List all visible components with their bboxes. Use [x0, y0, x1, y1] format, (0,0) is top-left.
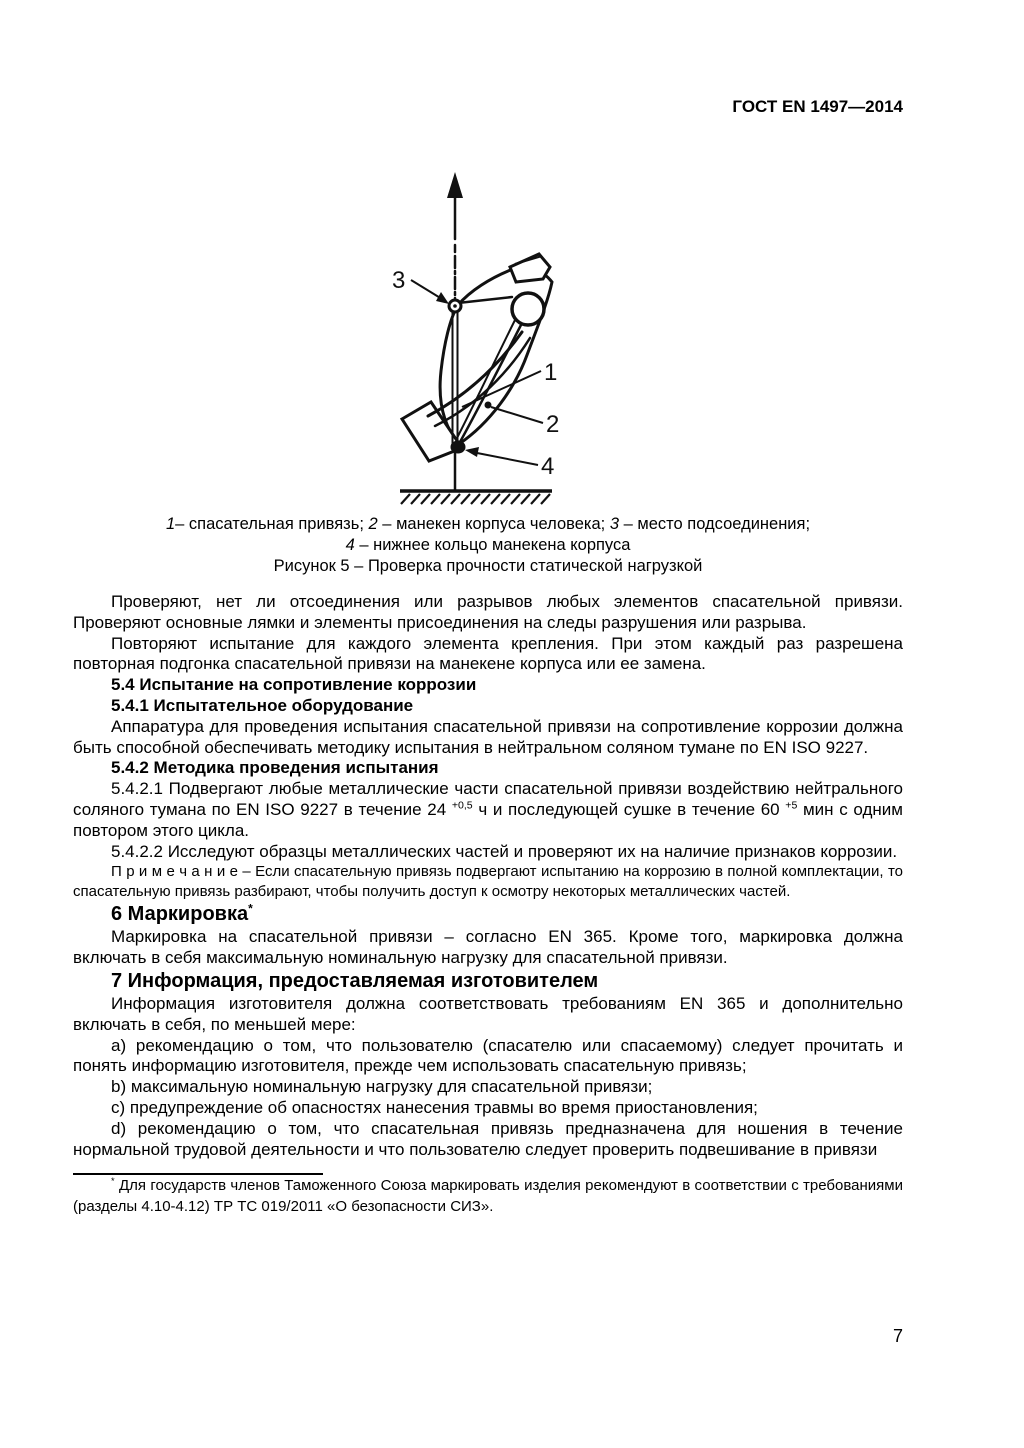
heading-5-4-1: 5.4.1 Испытательное оборудование: [111, 695, 414, 715]
doc-number: ГОСТ EN 1497—2014: [732, 97, 903, 116]
tolerance-sup-2: +5: [785, 799, 798, 812]
heading-5-4-2: 5.4.2 Методика проведения испытания: [111, 758, 439, 778]
caption-text-1: – спасательная привязь;: [175, 515, 369, 533]
paragraph-5-4-2-1-text-c: мин с одним повтором этого цикла.: [73, 799, 903, 840]
list-item-a: [73, 1036, 903, 1078]
heading-7-manufacturer-info: 7 Информация, предоставляемая изготовителем: [111, 969, 599, 992]
figure-caption: [53, 514, 923, 576]
paragraph-5-4-2-2: 5.4.2.2 Исследуют образцы металлических частей и проверяют их на наличие признаков коррозии.: [111, 841, 898, 861]
fig-label-1: 1: [544, 359, 558, 386]
list-item-c-text: предупреждение об опасностях нанесения травмы во время приостановления;: [125, 1097, 758, 1117]
list-item-d-text: рекомендацию о том, что спасательная привязь предназначена для ношения в течение нормальной трудовой деятельности и что пользователю следует проверить подвешивание в привязи: [73, 1118, 903, 1159]
document-body: [73, 592, 903, 1217]
caption-num-1: 1: [165, 515, 176, 533]
list-item-b-text: максимальную номинальную нагрузку для спасательной привязи;: [126, 1077, 653, 1097]
heading-6-text: 6 Маркировка: [111, 903, 249, 926]
list-item-a-text: рекомендацию о том, что пользователю (спасателю или спасаемому) следует прочитать и понять информацию изготовителя, прежде чем использовать спасательную привязь;: [73, 1035, 903, 1076]
caption-text-3: – место подсоединения;: [619, 515, 811, 533]
fig-label-3: 3: [392, 267, 406, 294]
ground-hatching: [400, 491, 552, 504]
list-item-c: [73, 1098, 903, 1119]
list-item-c-label: c): [111, 1097, 126, 1117]
caption-key-line-1: [53, 514, 923, 535]
paragraph-check-2: Повторяют испытание для каждого элемента крепления. При этом каждый раз разрешена повторная подгонка спасательной привязи на манекене корпуса или ее замена.: [73, 633, 903, 674]
caption-num-2: 2: [368, 515, 378, 533]
attachment-point-3: [449, 300, 461, 312]
heading-6-footnote-marker: *: [248, 901, 253, 916]
heading-5-4: 5.4 Испытание на сопротивление коррозии: [111, 675, 477, 695]
figure-5-drawing: [392, 166, 632, 511]
caption-num-4: 4: [345, 535, 355, 554]
list-item-d: [73, 1119, 903, 1161]
harness-ring: [512, 293, 544, 325]
mannequin-torso: [402, 254, 552, 461]
tolerance-sup-1: +0,5: [451, 799, 473, 812]
heading-6-marking: [73, 902, 903, 927]
paragraph-apparatus: Аппаратура для проведения испытания спасательной привязи на сопротивление коррозии должна быть способной обеспечивать методику испытания в нейтральном соляном тумане по EN ISO 9227.: [73, 716, 903, 757]
caption-key-line-2: [53, 535, 923, 556]
paragraph-check-1: Проверяют, нет ли отсоединения или разрывов любых элементов спасательной привязи. Проверяют основные лямки и элементы присоединения на следы разрушения или разрыва.: [73, 592, 903, 632]
note-label: П р и м е ч а н и е: [111, 863, 238, 881]
paragraph-manufacturer-info: Информация изготовителя должна соответствовать требованиям EN 365 и дополнительно включать в себя, по меньшей мере:: [73, 993, 903, 1034]
paragraph-5-4-2-1-text-b: ч и последующей сушке в течение 60: [472, 799, 786, 819]
figure-title: Рисунок 5 – Проверка прочности статической нагрузкой: [273, 556, 703, 575]
mannequin-head-cap: [510, 254, 550, 282]
caption-text-4: – нижнее кольцо манекена корпуса: [354, 535, 631, 554]
page-number: 7: [892, 1326, 903, 1346]
lower-ring-4: [451, 441, 466, 454]
fig-label-2: 2: [546, 411, 560, 438]
paragraph-marking: Маркировка на спасательной привязи – согласно EN 365. Кроме того, маркировка должна включать в себя максимальную номинальную нагрузку для спасательной привязи.: [73, 927, 903, 968]
paragraph-5-4-2-1-text-a: 5.4.2.1 Подвергают любые металлические части спасательной привязи воздействию нейтрального соляного тумана по EN ISO 9227 в течение 24: [73, 779, 903, 819]
footnote-marker: *: [111, 1176, 115, 1187]
caption-num-3: 3: [609, 515, 620, 533]
list-item-b-label: b): [111, 1077, 127, 1097]
note-paragraph: [73, 862, 903, 902]
list-item-d-label: d): [111, 1118, 127, 1138]
footnote: [73, 1175, 903, 1217]
list-item-b: [73, 1077, 903, 1098]
footnote-text: Для государств членов Таможенного Союза маркировать изделия рекомендуют в соответствии с требованиями (разделы 4.10-4.12) ТР ТС 019/2011 «О безопасности СИЗ».: [73, 1177, 903, 1216]
up-arrow-icon: [447, 172, 463, 198]
list-item-a-label: a): [111, 1035, 127, 1055]
fig-label-4: 4: [541, 453, 555, 480]
paragraph-5-4-2-1: [73, 779, 903, 841]
static-load-test-figure: [392, 166, 632, 511]
caption-text-2: – манекен корпуса человека;: [377, 515, 610, 533]
note-text: – Если спасательную привязь подвергают испытанию на коррозию в полной комплектации, то спасательную привязь разбирают, чтобы получить доступ к осмотру некоторых металлических частей.: [73, 863, 904, 901]
